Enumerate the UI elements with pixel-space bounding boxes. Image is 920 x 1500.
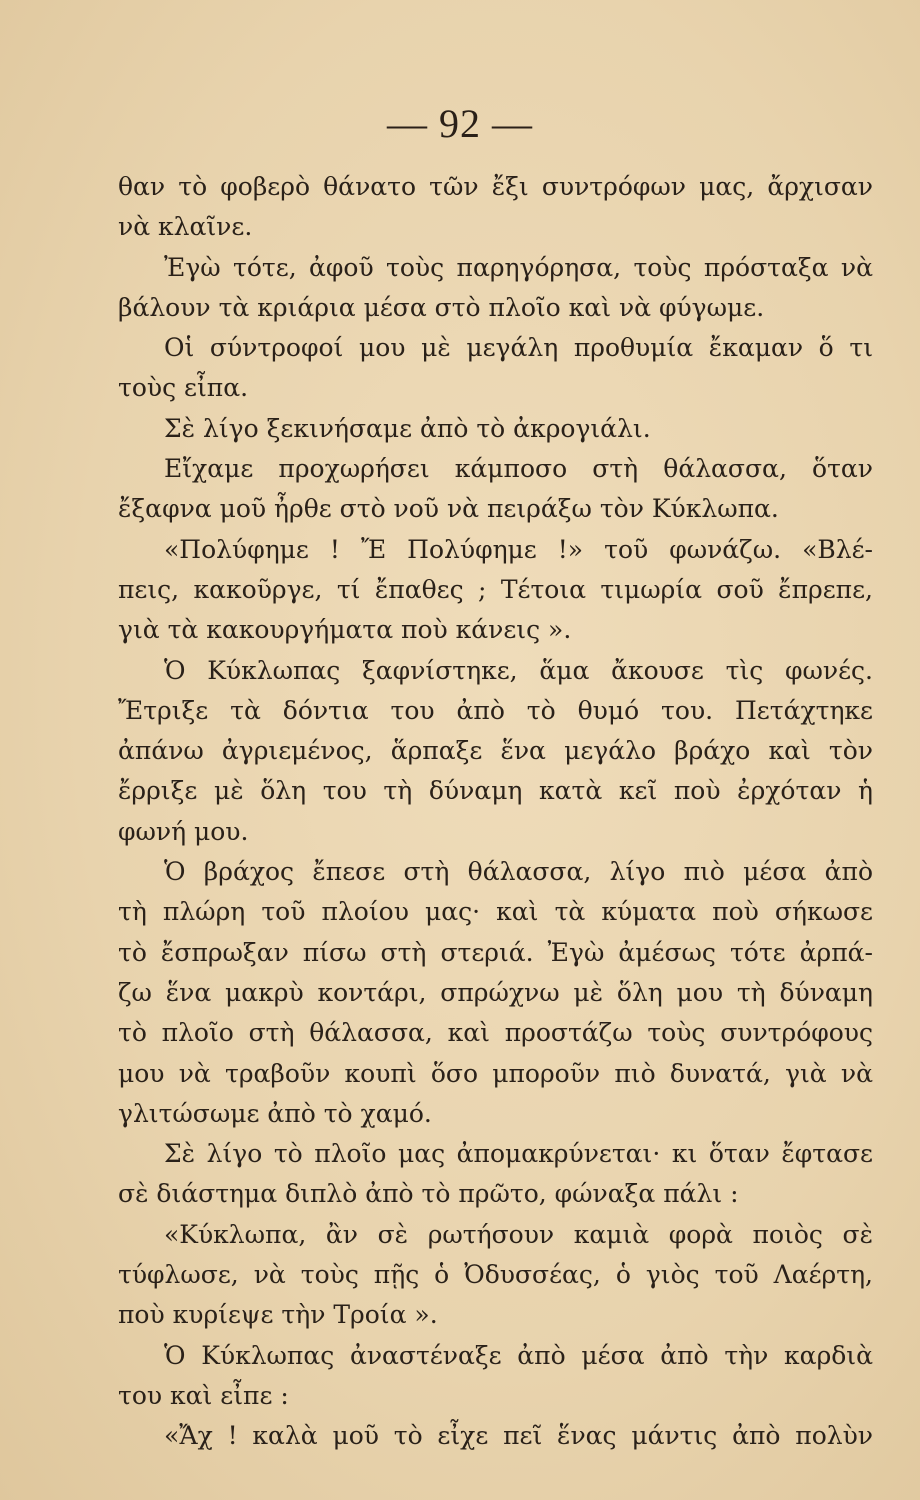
text-line: Ὁ βράχος ἔπεσε στὴ θάλασσα, λίγο πιὸ μέσα ἀπὸ [164,857,873,887]
text-line: νὰ κλαῖνε. [118,212,253,242]
text-line: τὸ πλοῖο στὴ θάλασσα, καὶ προστάζω τοὺς συντρόφους [118,1018,873,1048]
text-line: Σὲ λίγο ξεκινήσαμε ἀπὸ τὸ ἀκρογιάλι. [164,413,651,443]
page-number: — 92 — [387,101,533,146]
text-line: τὸ ἔσπρωξαν πίσω στὴ στεριά. Ἐγὼ ἀμέσως τότε ἀρπά- [118,937,873,967]
text-line: «Ἄχ ! καλὰ μοῦ τὸ εἶχε πεῖ ἕνας μάντις ἀπὸ πολὺν [164,1421,873,1451]
text-line: Σὲ λίγο τὸ πλοῖο μας ἀπομακρύνεται· κι ὅταν ἔφτασε [164,1139,873,1169]
text-line: πεις, κακοῦργε, τί ἔπαθες ; Τέτοια τιμωρία σοῦ ἔπρεπε, [118,574,873,604]
text-line: γλιτώσωμε ἀπὸ τὸ χαμό. [118,1098,432,1128]
text-line: βάλουν τὰ κριάρια μέσα στὸ πλοῖο καὶ νὰ φύγωμε. [118,292,765,322]
text-line: ποὺ κυρίεψε τὴν Τροία ». [118,1300,438,1330]
body-text [118,167,873,1457]
text-line: «Κύκλωπα, ἂν σὲ ρωτήσουν καμιὰ φορὰ ποιὸς σὲ [164,1219,873,1249]
text-line: Ἐγὼ τότε, ἀφοῦ τοὺς παρηγόρησα, τοὺς πρόσταξα νὰ [164,252,873,282]
text-line: τύφλωσε, νὰ τοὺς πῇς ὁ Ὀδυσσέας, ὁ γιὸς τοῦ Λαέρτη, [118,1260,873,1290]
text-line: Ἔτριξε τὰ δόντια του ἀπὸ τὸ θυμό του. Πετάχτηκε [118,695,873,725]
text-line: ἀπάνω ἀγριεμένος, ἅρπαξε ἕνα μεγάλο βράχο καὶ τὸν [118,736,873,766]
text-line: ζω ἕνα μακρὺ κοντάρι, σπρώχνω μὲ ὅλη μου τὴ δύναμη [118,977,873,1007]
text-line: γιὰ τὰ κακουργήματα ποὺ κάνεις ». [118,615,572,645]
text-line: θαν τὸ φοβερὸ θάνατο τῶν ἔξι συντρόφων μας, ἄρχισαν [118,172,873,201]
text-line: ἔξαφνα μοῦ ἦρθε στὸ νοῦ νὰ πειράξω τὸν Κύκλωπα. [118,494,779,524]
text-line: «Πολύφημε ! Ἔ Πολύφημε !» τοῦ φωνάζω. «Βλέ- [164,534,873,564]
text-line: του καὶ εἶπε : [118,1380,289,1410]
text-line: φωνή μου. [118,816,249,846]
text-line: σὲ διάστημα διπλὸ ἀπὸ τὸ πρῶτο, φώναξα πάλι : [118,1179,739,1209]
text-line: Ὁ Κύκλωπας ξαφνίστηκε, ἅμα ἄκουσε τὶς φωνές. [164,655,873,685]
text-line: μου νὰ τραβοῦν κουπὶ ὅσο μποροῦν πιὸ δυνατά, γιὰ νὰ [118,1058,873,1088]
text-line: Εἴχαμε προχωρήσει κάμποσο στὴ θάλασσα, ὅταν [164,454,873,484]
text-line: ἔρριξε μὲ ὅλη του τὴ δύναμη κατὰ κεῖ ποὺ ἐρχόταν ἡ [118,776,873,806]
text-line: τοὺς εἶπα. [118,373,249,403]
text-line: Ὁ Κύκλωπας ἀναστέναξε ἀπὸ μέσα ἀπὸ τὴν καρδιὰ [164,1340,873,1370]
text-line: τὴ πλώρη τοῦ πλοίου μας· καὶ τὰ κύματα ποὺ σήκωσε [118,897,873,927]
text-line: Οἱ σύντροφοί μου μὲ μεγάλη προθυμία ἔκαμαν ὅ τι [164,333,873,363]
